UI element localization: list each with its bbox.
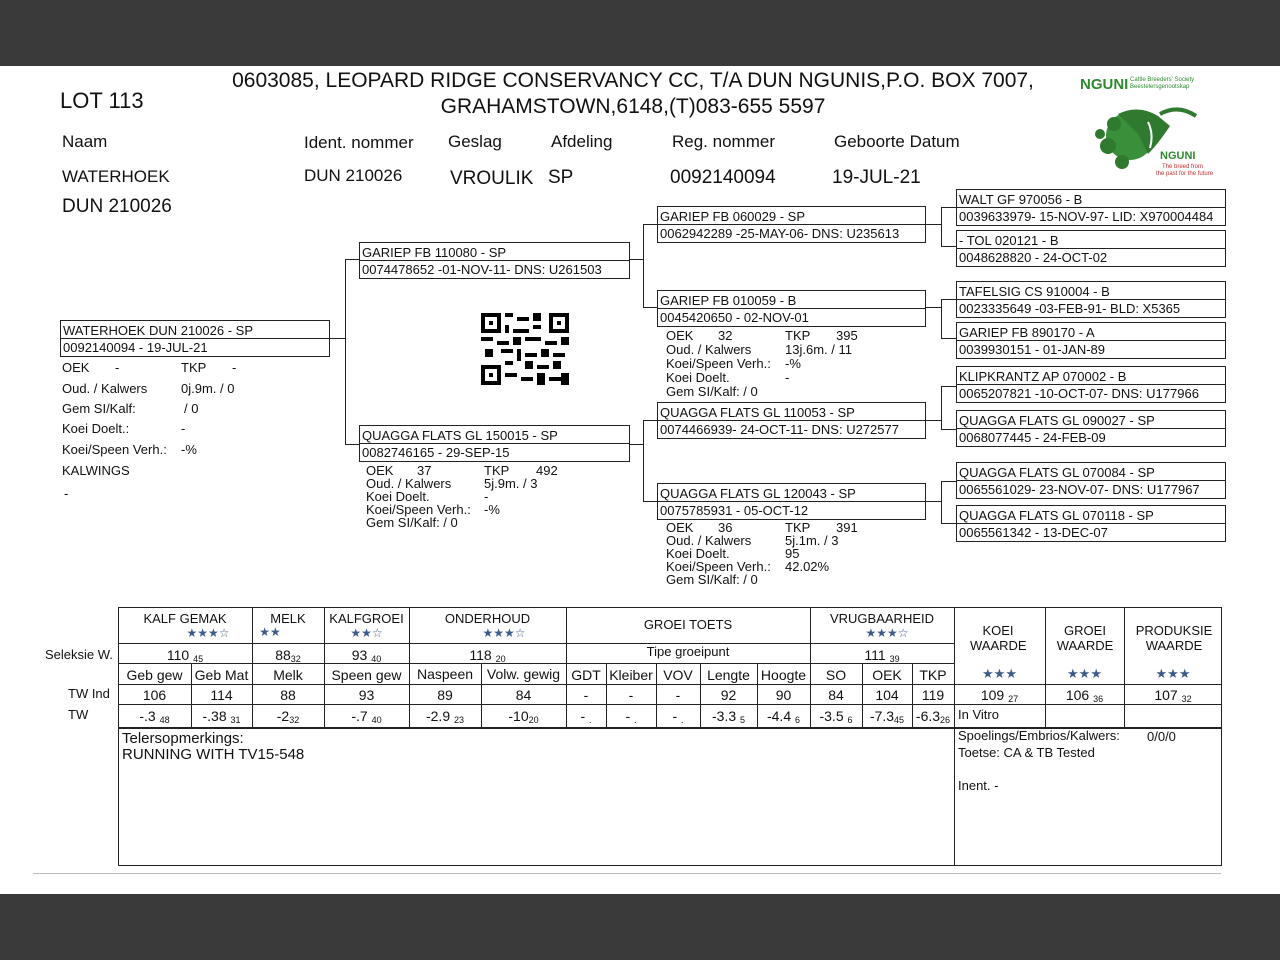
tw-value: -6.3 — [915, 708, 941, 724]
label-ident: Ident. nommer — [304, 133, 414, 152]
dam-oek-label: OEK — [366, 463, 394, 478]
tw-cell — [252, 708, 324, 725]
subhead: Geb Mat — [194, 667, 249, 683]
tw-cell — [656, 708, 700, 725]
dam-tkp: 492 — [536, 463, 558, 478]
twind-cell: 90 — [775, 687, 792, 703]
tw-cell — [324, 708, 409, 725]
connector — [643, 420, 657, 421]
great-grandparent-box — [956, 322, 1226, 359]
gp4-tkp-label: TKP — [785, 520, 811, 535]
gp4-doelt: 95 — [785, 546, 800, 561]
sel-value: 93 — [351, 647, 368, 663]
connector — [643, 501, 657, 502]
sel-tipe-groeipunt: Tipe groeipunt — [646, 644, 730, 659]
connector — [941, 429, 956, 430]
tw-value: -3.5 — [819, 708, 844, 724]
tw-cell — [862, 708, 912, 725]
subject-doelt-label: Koei Doelt.: — [62, 421, 130, 436]
twind-cell: - — [628, 687, 634, 703]
dam-age: 5j.9m. / 3 — [484, 476, 538, 491]
subject-kalwings-value: - — [64, 486, 69, 501]
tw-value: -.38 — [202, 708, 227, 724]
tw-value: -.7 — [351, 708, 368, 724]
subject-oek-value: - — [115, 360, 120, 375]
tw-cell — [606, 708, 656, 725]
tw-cell — [700, 708, 757, 725]
animal-ident: DUN 210026 — [304, 166, 403, 185]
subject-kalwings-label: KALWINGS — [62, 463, 130, 478]
gp4-verh: 42.02% — [785, 559, 830, 574]
tw-rank: 48 — [159, 715, 170, 725]
toetse: Toetse: CA & TB Tested — [958, 745, 1095, 760]
gp2-oek: 32 — [718, 328, 733, 343]
row-label-seleksie: Seleksie W. — [45, 647, 113, 662]
table-rule — [118, 643, 954, 644]
dam-age-label: Oud. / Kalwers — [366, 476, 452, 491]
sel-onderhoud — [409, 647, 566, 664]
subject-verh-label: Koei/Speen Verh.: — [62, 442, 167, 457]
spoelings-value: 0/0/0 — [1147, 729, 1176, 744]
label-reg: Reg. nommer — [672, 132, 775, 151]
stars-groei-waarde: ★★★ — [1067, 666, 1102, 681]
stars-melk: ★★ — [259, 625, 281, 639]
gp2-tkp: 395 — [836, 328, 858, 343]
box-divider — [957, 523, 1225, 524]
connector — [345, 259, 359, 260]
header-koei-waarde: KOEI WAARDE — [970, 623, 1027, 653]
connector — [925, 224, 941, 225]
connector — [629, 444, 643, 445]
twind-rank: 36 — [1093, 694, 1104, 704]
tw-rank: 23 — [454, 715, 465, 725]
subject-gem-label: Gem SI/Kalf: — [62, 401, 136, 416]
box-divider — [360, 260, 629, 261]
gp4-doelt-label: Koei Doelt. — [666, 546, 730, 561]
grandparent-box — [657, 290, 926, 327]
connector — [941, 207, 942, 247]
twind-cell: 89 — [437, 687, 453, 703]
tw-value: -3.3 — [711, 708, 737, 724]
stars-kalf: ★★★☆ — [186, 626, 230, 640]
row-label-twind: TW Ind — [68, 686, 110, 701]
tw-rank: 5 — [740, 715, 746, 725]
header-vrugbaarheid: VRUGBAARHEID — [829, 611, 935, 626]
subject-doelt-value: - — [181, 421, 186, 436]
box-divider — [658, 224, 925, 225]
animal-dob: 19-JUL-21 — [832, 167, 921, 188]
subhead: TKP — [919, 667, 947, 683]
header-onderhoud: ONDERHOUD — [444, 611, 531, 626]
sel-value: 111 — [864, 647, 886, 663]
stars-kalfgroei: ★★☆ — [350, 626, 383, 640]
gp4-verh-label: Koei/Speen Verh.: — [666, 559, 771, 574]
gp-line-1: QUAGGA FLATS GL 110053 - SP — [660, 405, 855, 420]
bottom-bar — [0, 894, 1280, 960]
box-divider — [957, 207, 1225, 208]
subject-verh-value: -% — [181, 442, 197, 457]
subject-line-2: 0092140094 - 19-JUL-21 — [63, 340, 208, 355]
gp-line-2: 0075785931 - 05-OCT-12 — [660, 503, 809, 518]
twind-koei-waarde — [954, 687, 1045, 704]
twind-cell: 84 — [828, 687, 844, 703]
logo-tag-1: The breed from — [1162, 164, 1204, 170]
tw-rank: 40 — [371, 715, 382, 725]
remarks-text: RUNNING WITH TV15-548 — [122, 746, 305, 763]
tw-rank: 32 — [289, 715, 300, 725]
twind-cell: 92 — [720, 687, 737, 703]
logo-word: NGUNI — [1160, 150, 1196, 162]
sel-kalfgroei — [324, 647, 409, 664]
ggp-line-2: 0039633979- 15-NOV-97- LID: X970004484 — [959, 209, 1214, 224]
twind-cell: - — [675, 687, 681, 703]
tw-rank: 6 — [795, 715, 801, 725]
connector — [941, 386, 956, 387]
dam-gem: Gem SI/Kalf: / 0 — [366, 515, 458, 530]
subject-gem-value: / 0 — [184, 401, 199, 416]
table-col-rule — [954, 607, 955, 866]
dam-oek: 37 — [417, 463, 432, 478]
subhead: Speen gew — [331, 667, 402, 683]
subhead: GDT — [571, 667, 601, 683]
sel-value: 110 — [166, 647, 190, 663]
certificate-page — [0, 66, 1280, 894]
box-divider — [957, 428, 1225, 429]
subhead: Hoogte — [760, 667, 807, 683]
ggp-line-2: 0065561029- 23-NOV-07- DNS: U177967 — [959, 482, 1200, 497]
tw-rank: . — [634, 715, 637, 725]
twind-cell: 93 — [358, 687, 375, 703]
owner-line-1: 0603085, LEOPARD RIDGE CONSERVANCY CC, T/A DUN NGUNIS,P.O. BOX 7007, — [232, 69, 1034, 92]
stars-koei-waarde: ★★★ — [982, 666, 1017, 681]
twind-rank: 27 — [1008, 694, 1019, 704]
box-divider — [957, 299, 1225, 300]
twind-rank: 32 — [1181, 694, 1192, 704]
gp-line-2: 0074466939- 24-OCT-11- DNS: U272577 — [660, 422, 899, 437]
subject-tkp-label: TKP — [181, 360, 207, 375]
sire-line-2: 0074478652 -01-NOV-11- DNS: U261503 — [362, 262, 602, 277]
box-divider — [957, 248, 1225, 249]
dam-doelt-label: Koei Doelt. — [366, 489, 430, 504]
subhead: Geb gew — [126, 667, 183, 683]
gp-line-2: 0045420650 - 02-NOV-01 — [660, 310, 809, 325]
sel-melk — [252, 647, 324, 664]
subject-box — [60, 320, 330, 357]
dam-doelt: - — [484, 489, 489, 504]
row-label-tw: TW — [68, 707, 89, 722]
header-produksie-waarde: PRODUKSIE WAARDE — [1135, 623, 1213, 653]
stars-vrugbaarheid: ★★★☆ — [865, 626, 909, 640]
footer-rule — [33, 873, 1221, 874]
subject-tkp-value: - — [232, 360, 237, 375]
animal-section: SP — [548, 167, 574, 188]
twind-cell: 84 — [515, 687, 532, 703]
ggp-line-1: QUAGGA FLATS GL 070118 - SP — [959, 508, 1154, 523]
inent: Inent. - — [958, 778, 999, 793]
connector — [941, 523, 956, 524]
twind-groei-waarde — [1045, 687, 1124, 704]
subhead: Lengte — [707, 667, 750, 683]
ggp-line-1: WALT GF 970056 - B — [959, 192, 1083, 207]
gp2-doelt: - — [785, 370, 790, 385]
gp4-age: 5j.1m. / 3 — [785, 533, 839, 548]
twind-cell: 106 — [142, 687, 167, 703]
tw-rank: . — [681, 715, 684, 725]
subject-age-label: Oud. / Kalwers — [62, 381, 148, 396]
dam-verh-label: Koei/Speen Verh.: — [366, 502, 471, 517]
connector — [925, 307, 941, 308]
animal-reg: 0092140094 — [670, 167, 776, 188]
gp2-age-label: Oud. / Kalwers — [666, 342, 752, 357]
tw-rank: 31 — [230, 715, 241, 725]
box-divider — [360, 443, 629, 444]
twind-value: 107 — [1154, 687, 1178, 703]
sel-rank: 39 — [889, 654, 900, 664]
tw-cell — [757, 708, 810, 725]
connector — [629, 259, 643, 260]
table-rule — [118, 704, 1222, 705]
tw-cell — [409, 708, 481, 725]
gp-line-1: GARIEP FB 060029 - SP — [660, 209, 805, 224]
connector — [345, 444, 359, 445]
sel-kalf-gemak — [118, 647, 252, 664]
logo-sub-2: Beestelersgenootskap — [1130, 84, 1190, 90]
gp4-stats — [666, 521, 866, 586]
remarks-title: Telersopmerkings: — [122, 730, 244, 747]
great-grandparent-box — [956, 505, 1226, 542]
gp4-oek: 36 — [718, 520, 733, 535]
label-dob: Geboorte Datum — [834, 132, 960, 151]
tw-cell — [912, 708, 954, 725]
dam-verh: -% — [484, 502, 500, 517]
connector — [941, 481, 942, 524]
tw-rank: 26 — [940, 715, 951, 725]
gp2-verh: -% — [785, 356, 801, 371]
connector — [941, 338, 956, 339]
gp4-oek-label: OEK — [666, 520, 694, 535]
tw-cell — [810, 708, 862, 725]
ggp-line-2: 0065207821 -10-OCT-07- DNS: U177966 — [959, 386, 1199, 401]
tw-value: -10 — [508, 708, 529, 724]
grandparent-box — [657, 206, 926, 243]
box-divider — [658, 420, 925, 421]
grandparent-box — [657, 402, 926, 439]
animal-name: WATERHOEK — [62, 167, 170, 186]
stars-onderhoud: ★★★☆ — [482, 626, 526, 640]
sire-box — [359, 242, 630, 279]
sel-value: 118 — [469, 647, 492, 663]
subject-line-1: WATERHOEK DUN 210026 - SP — [63, 323, 253, 338]
gp2-verh-label: Koei/Speen Verh.: — [666, 356, 771, 371]
tw-value: -.3 — [139, 708, 156, 724]
gp-line-2: 0062942289 -25-MAY-06- DNS: U235613 — [660, 226, 900, 241]
owner-line-2: GRAHAMSTOWN,6148,(T)083-655 5597 — [440, 95, 826, 118]
dam-line-1: QUAGGA FLATS GL 150015 - SP — [362, 428, 558, 443]
ggp-line-1: - TOL 020121 - B — [959, 233, 1059, 248]
in-vitro-label: In Vitro — [958, 707, 999, 722]
top-bar — [0, 0, 1280, 66]
connector — [329, 338, 345, 339]
qr-code — [481, 312, 569, 386]
connector — [941, 299, 942, 339]
subhead: Volw. gewig — [486, 666, 561, 682]
twind-produksie-waarde — [1124, 687, 1222, 704]
ggp-line-2: 0023335649 -03-FEB-91- BLD: X5365 — [959, 301, 1181, 316]
great-grandparent-box — [956, 462, 1226, 499]
tw-cell — [191, 708, 252, 725]
ggp-line-2: 0068077445 - 24-FEB-09 — [959, 430, 1106, 445]
subject-oek-label: OEK — [62, 360, 90, 375]
great-grandparent-box — [956, 366, 1226, 403]
tw-rank: 20 — [528, 715, 539, 725]
subhead: SO — [825, 667, 847, 683]
tw-value: - — [672, 708, 678, 724]
connector — [925, 501, 941, 502]
twind-cell: 114 — [210, 687, 233, 703]
connector — [941, 386, 942, 430]
gp4-gem: Gem SI/Kalf: / 0 — [666, 572, 758, 587]
subhead: Melk — [273, 667, 303, 683]
animal-sex: VROULIK — [450, 168, 534, 189]
gp2-doelt-label: Koei Doelt. — [666, 370, 730, 385]
ggp-line-1: GARIEP FB 890170 - A — [959, 325, 1095, 340]
connector — [941, 299, 956, 300]
logo-sub-1: Cattle Breeders' Society — [1130, 77, 1195, 83]
nguni-logo — [1078, 74, 1212, 182]
connector — [643, 224, 644, 308]
gp2-tkp-label: TKP — [785, 328, 811, 343]
header-kalf-gemak: KALF GEMAK — [143, 611, 227, 626]
ggp-line-2: 0039930151 - 01-JAN-89 — [959, 342, 1105, 357]
tw-rank: 6 — [847, 715, 853, 725]
header-melk: MELK — [270, 611, 306, 626]
label-section: Afdeling — [551, 132, 613, 151]
gp4-tkp: 391 — [836, 520, 858, 535]
label-name: Naam — [62, 132, 108, 151]
connector — [345, 259, 346, 445]
logo-tag-2: the past for the future — [1156, 171, 1214, 177]
dam-tkp-label: TKP — [484, 463, 510, 478]
tw-rank: 45 — [894, 715, 905, 725]
gp2-oek-label: OEK — [666, 328, 694, 343]
qr-code-graphic — [481, 312, 569, 386]
tw-rank: . — [589, 715, 592, 725]
sire-line-1: GARIEP FB 110080 - SP — [362, 245, 507, 260]
dam-line-2: 0082746165 - 29-SEP-15 — [362, 445, 510, 460]
gp2-gem: Gem SI/Kalf: / 0 — [666, 384, 758, 399]
tw-cell — [118, 708, 191, 725]
header-kalfgroei: KALFGROEI — [329, 611, 404, 626]
twind-value: 106 — [1065, 687, 1090, 703]
sel-rank: 32 — [290, 654, 301, 664]
tw-value: -4.4 — [766, 708, 792, 724]
connector — [941, 481, 956, 482]
ggp-line-1: QUAGGA FLATS GL 090027 - SP — [959, 413, 1155, 428]
header-groei-waarde: GROEI WAARDE — [1056, 623, 1114, 653]
animal-name-id: DUN 210026 — [62, 196, 172, 217]
sel-vrugbaarheid — [810, 647, 954, 664]
tw-value: -7.3 — [869, 708, 895, 724]
twind-cell: 119 — [921, 687, 945, 703]
label-sex: Geslag — [448, 132, 502, 151]
gp2-age: 13j.6m. / 11 — [785, 342, 852, 357]
box-divider — [658, 501, 925, 502]
ggp-line-1: TAFELSIG CS 910004 - B — [959, 284, 1110, 299]
subhead: Kleiber — [609, 667, 653, 683]
tw-value: - — [580, 708, 586, 724]
owner-address — [200, 68, 1066, 120]
connector — [941, 246, 956, 247]
ggp-line-1: KLIPKRANTZ AP 070002 - B — [959, 369, 1127, 384]
twind-cell: 104 — [875, 687, 899, 703]
connector — [643, 420, 644, 502]
spoelings-label: Spoelings/Embrios/Kalwers: — [958, 728, 1120, 743]
tw-value: -2.9 — [425, 708, 451, 724]
twind-cell: 88 — [280, 687, 296, 703]
grandparent-box — [657, 483, 926, 520]
lot-number: LOT 113 — [60, 88, 144, 113]
logo-title: NGUNI — [1080, 76, 1129, 93]
box-divider — [658, 308, 925, 309]
subhead: Naspeen — [416, 666, 474, 682]
ggp-line-2: 0048628820 - 24-OCT-02 — [959, 250, 1108, 265]
box-divider — [957, 384, 1225, 385]
sel-value: 88 — [275, 647, 291, 663]
gp4-age-label: Oud. / Kalwers — [666, 533, 752, 548]
tw-cell — [481, 708, 566, 725]
subject-age-value: 0j.9m. / 0 — [181, 381, 235, 396]
subhead: OEK — [872, 667, 902, 683]
connector — [941, 207, 956, 208]
sel-rank: 45 — [193, 654, 204, 664]
twind-cell: - — [583, 687, 589, 703]
great-grandparent-box — [956, 410, 1226, 447]
great-grandparent-box — [956, 189, 1226, 226]
tw-value: -2 — [276, 708, 290, 724]
box-divider — [61, 338, 329, 339]
stars-produksie-waarde: ★★★ — [1155, 666, 1191, 681]
connector — [925, 420, 941, 421]
header-groei-toets: GROEI TOETS — [643, 617, 733, 632]
connector — [643, 224, 657, 225]
connector — [643, 307, 657, 308]
tw-value: - — [625, 708, 631, 724]
sel-rank: 20 — [495, 654, 506, 664]
box-divider — [957, 480, 1225, 481]
ggp-line-2: 0065561342 - 13-DEC-07 — [959, 525, 1108, 540]
gp-line-1: GARIEP FB 010059 - B — [660, 293, 797, 308]
dam-box — [359, 425, 630, 462]
great-grandparent-box — [956, 281, 1226, 318]
gp2-stats — [666, 329, 866, 399]
box-divider — [957, 340, 1225, 341]
dam-stats — [366, 464, 586, 529]
ggp-line-1: QUAGGA FLATS GL 070084 - SP — [959, 465, 1155, 480]
sel-rank: 40 — [371, 654, 382, 664]
twind-value: 109 — [980, 687, 1005, 703]
subhead: VOV — [663, 667, 693, 683]
table-rule — [118, 684, 1222, 685]
great-grandparent-box — [956, 230, 1226, 267]
tw-cell — [566, 708, 606, 725]
gp-line-1: QUAGGA FLATS GL 120043 - SP — [660, 486, 856, 501]
